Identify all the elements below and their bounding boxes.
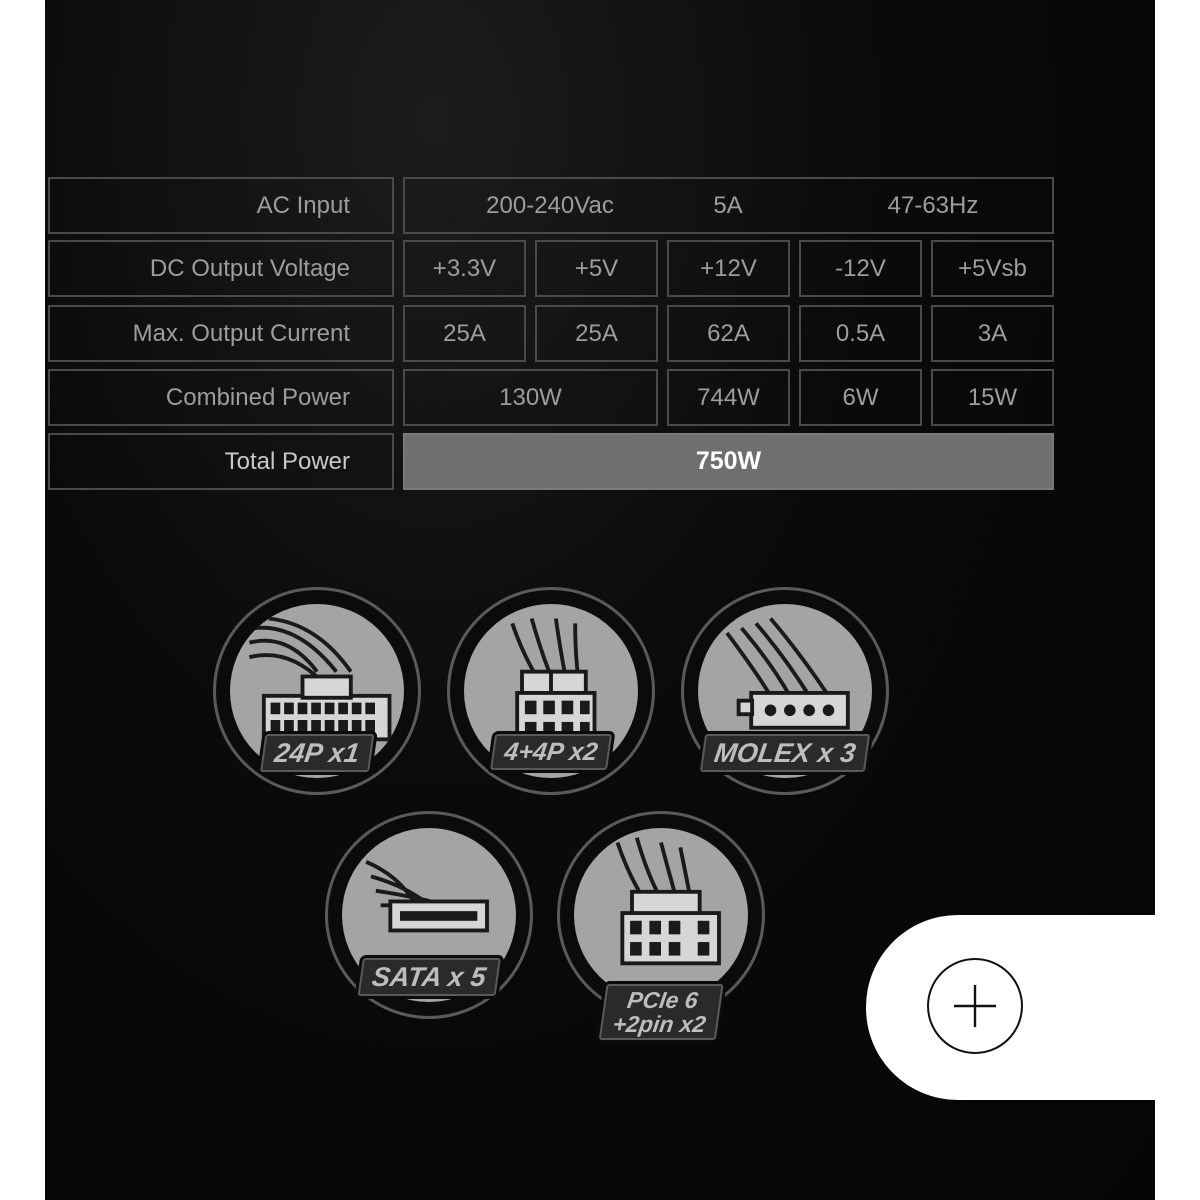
ac-input-values [403,177,1054,234]
combined-power-cell: 744W [667,369,790,426]
connector-pcie [557,811,765,1038]
plus-icon [929,960,1021,1052]
ac-input-voltage: 200-240Vac [486,191,614,219]
combined-power-cell: 6W [799,369,922,426]
dc-voltage-cell: +5V [535,240,658,297]
current-cell: 25A [535,305,658,362]
total-power-label: Total Power [48,433,394,490]
dc-voltage-cell: +3.3V [403,240,526,297]
dc-voltage-cell: +12V [667,240,790,297]
dc-voltage-cell: -12V [799,240,922,297]
connector-24pin [213,587,421,795]
connector-cpu [447,587,655,795]
max-output-current-label: Max. Output Current [48,305,394,362]
current-cell: 3A [931,305,1054,362]
connector-label-pcie [599,984,724,1040]
ac-input-frequency: 47-63Hz [887,191,979,219]
combined-power-cell: 130W [403,369,658,426]
total-power-value: 750W [403,433,1054,490]
dc-output-voltage-label: DC Output Voltage [48,240,394,297]
current-cell: 62A [667,305,790,362]
connector-label-cpu: 4+4P x2 [490,734,612,770]
ac-input-current: 5A [713,191,743,219]
connector-label-pcie-line1: PCIe 6 [625,987,700,1013]
connector-label-24pin: 24P x1 [260,734,374,772]
zoom-button[interactable] [927,958,1023,1054]
connector-label-pcie-line2: +2pin x2 [611,1011,708,1038]
combined-power-label: Combined Power [48,369,394,426]
connector-sata [325,811,533,1019]
pcie-6plus2-connector-icon [574,828,748,1002]
current-cell: 0.5A [799,305,922,362]
dc-voltage-cell: +5Vsb [931,240,1054,297]
zoom-pill [866,915,1200,1100]
connector-molex [681,587,889,795]
connector-label-sata: SATA x 5 [358,958,501,996]
ac-input-label: AC Input [48,177,394,234]
connector-label-molex: MOLEX x 3 [700,734,870,772]
current-cell: 25A [403,305,526,362]
combined-power-cell: 15W [931,369,1054,426]
